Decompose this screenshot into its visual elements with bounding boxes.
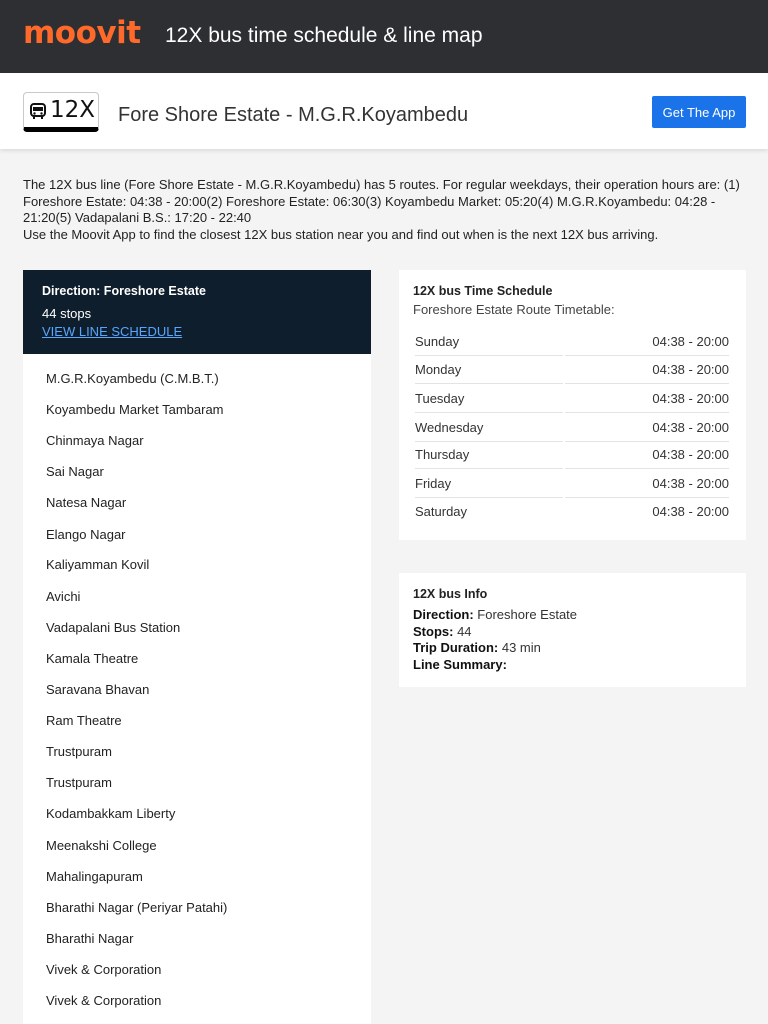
info-duration-value: 43 min [501,640,541,655]
info-direction-label: Direction: [413,607,474,622]
schedule-time: 04:38 - 20:00 [652,504,729,519]
stop-item[interactable]: Trustpuram [46,744,112,759]
stop-item[interactable]: Elango Nagar [46,527,126,542]
schedule-row [415,498,729,526]
stop-item[interactable]: Kodambakkam Liberty [46,806,176,821]
stop-item[interactable]: Vivek & Corporation [46,962,162,977]
schedule-day: Tuesday [415,391,465,406]
stop-item[interactable]: Kamala Theatre [46,651,139,666]
info-duration [413,640,541,655]
info-stops [413,624,472,639]
line-header [0,73,768,149]
schedule-row [415,385,729,413]
schedule-day: Thursday [415,447,470,462]
schedule-day: Wednesday [415,420,484,435]
row-divider [415,468,563,469]
row-divider [415,412,563,413]
stop-item[interactable]: Chinmaya Nagar [46,433,144,448]
info-summary [413,657,507,672]
row-divider [415,383,563,384]
schedule-subtitle: Foreshore Estate Route Timetable: [413,302,615,317]
stop-item[interactable]: Mahalingapuram [46,869,143,884]
direction-card [23,270,371,354]
stop-item[interactable]: Meenakshi College [46,838,157,853]
route-name: Fore Shore Estate - M.G.R.Koyambedu [118,104,469,126]
page-title: 12X bus time schedule & line map [165,24,483,47]
stop-item[interactable]: Bharathi Nagar (Periyar Patahi) [46,900,228,915]
time-schedule-card [399,270,746,540]
line-description [23,177,747,243]
stop-item[interactable]: Avichi [46,589,81,604]
schedule-day: Saturday [415,504,468,519]
bus-icon [29,102,47,120]
stop-item[interactable]: Trustpuram [46,775,112,790]
schedule-row [415,328,729,356]
schedule-row [415,414,729,442]
stop-item[interactable]: Bharathi Nagar [46,931,134,946]
description-cta-text: Use the Moovit App to find the closest 12X bus station near you and find out when is the next 12X bus arriving. [23,226,659,242]
line-badge [23,92,99,132]
schedule-title: 12X bus Time Schedule [413,284,553,298]
schedule-time: 04:38 - 20:00 [652,362,729,377]
get-app-button[interactable]: Get The App [652,96,746,128]
description-text: The 12X bus line (Fore Shore Estate - M.G.R.Koyambedu) has 5 routes. For regular weekdays, their operation hours are: (1) Foreshore Estate: 04:38 - 20:00(2) Foreshore Estate: 06:30(3) Koyambedu Market: 05:20(4) M.G.R.Koyambedu: 04:28 - 21:20(5) Vadapalani B.S.: 17:20 - 22:40 [23,177,740,225]
schedule-row [415,470,729,498]
stop-item[interactable]: Natesa Nagar [46,495,127,510]
info-title: 12X bus Info [413,587,488,601]
schedule-time: 04:38 - 20:00 [652,420,729,435]
info-summary-label: Line Summary: [413,657,507,672]
info-stops-label: Stops: [413,624,454,639]
stops-list [23,354,371,1024]
schedule-row [415,356,729,384]
stop-item[interactable]: Ram Theatre [46,713,122,728]
bus-info-card [399,573,746,687]
row-divider [565,412,729,413]
line-number: 12X [50,97,96,123]
stop-item[interactable]: Saravana Bhavan [46,682,150,697]
info-direction [413,607,577,622]
top-header [0,0,768,73]
schedule-day: Sunday [415,334,460,349]
schedule-time: 04:38 - 20:00 [652,391,729,406]
view-line-schedule-link[interactable]: VIEW LINE SCHEDULE [42,324,183,339]
direction-stops-count: 44 stops [42,306,92,321]
info-stops-value: 44 [457,624,472,639]
stop-item[interactable]: Vivek & Corporation [46,993,162,1008]
direction-title: Direction: Foreshore Estate [42,284,206,298]
info-direction-value: Foreshore Estate [477,607,578,622]
row-divider [565,468,729,469]
schedule-day: Monday [415,362,462,377]
schedule-row [415,441,729,469]
schedule-time: 04:38 - 20:00 [652,334,729,349]
stop-item[interactable]: M.G.R.Koyambedu (C.M.B.T.) [46,371,219,386]
stop-item[interactable]: Kaliyamman Kovil [46,557,150,572]
schedule-day: Friday [415,476,452,491]
moovit-logo[interactable]: moovit [23,15,141,51]
info-duration-label: Trip Duration: [413,640,499,655]
stop-item[interactable]: Sai Nagar [46,464,104,479]
schedule-time: 04:38 - 20:00 [652,447,729,462]
row-divider [565,383,729,384]
schedule-time: 04:38 - 20:00 [652,476,729,491]
stop-item[interactable]: Vadapalani Bus Station [46,620,181,635]
stop-item[interactable]: Koyambedu Market Tambaram [46,402,224,417]
